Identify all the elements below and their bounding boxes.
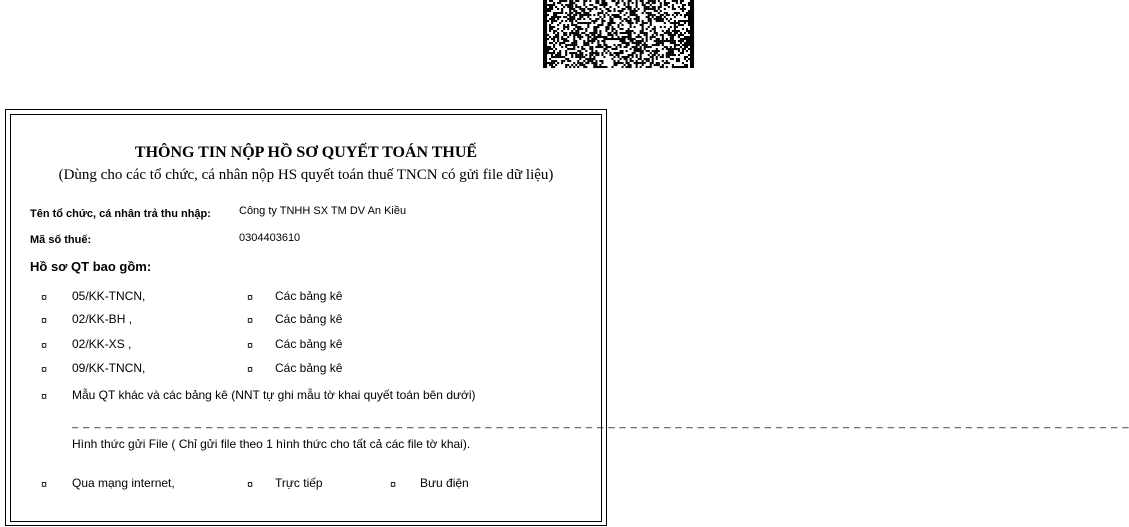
checkbox-post[interactable]: ¤ [390,479,397,491]
list-item-label: Các bảng kê [275,312,343,326]
tax-code-label: Mã số thuế: [30,234,92,246]
form-item-label: 05/KK-TNCN, [72,289,146,303]
list-item-label: Các bảng kê [275,289,343,303]
org-name-value: Công ty TNHH SX TM DV An Kiều [239,205,407,217]
checkbox-02-kk-xs[interactable]: ¤ [41,340,48,352]
option-direct-label: Trực tiếp [275,476,323,490]
tax-code-value: 0304403610 [239,232,301,244]
checkbox-02bh-bang-ke[interactable]: ¤ [247,315,254,327]
checkbox-internet[interactable]: ¤ [41,479,48,491]
option-post-label: Bưu điện [420,476,469,490]
other-forms-fill-line[interactable]: _ _ _ _ _ _ _ _ _ _ _ _ _ _ _ _ _ _ _ _ _ _ _ _ _ _ _ _ _ _ _ _ _ _ _ _ _ _ _ _ _ _ _ _ _ _ _ _ _ _ _ _ _ _ _ _ _ _ _ _ _ _ _ _ _ _ _ _ _ _ _ _ _ _ _ _ _ _ _ _ _ _ _ _ _ _ _ _ _ _ _ _ _ _ _ [72,417,1129,429]
checkbox-09-kk-tncn[interactable]: ¤ [41,364,48,376]
option-internet-label: Qua mạng internet, [72,476,175,490]
checkbox-direct[interactable]: ¤ [247,479,254,491]
checkbox-05-bang-ke[interactable]: ¤ [247,292,254,304]
other-forms-label: Mẫu QT khác và các bảng kê (NNT tự ghi mẫu tờ khai quyết toán bên dưới) [72,388,476,402]
checkbox-02-kk-bh[interactable]: ¤ [41,315,48,327]
form-item-label: 09/KK-TNCN, [72,361,146,375]
form-item-label: 02/KK-BH , [72,312,133,326]
list-item-label: Các bảng kê [275,337,343,351]
form-item-label: 02/KK-XS , [72,337,132,351]
form-title: THÔNG TIN NỘP HỒ SƠ QUYẾT TOÁN THUẾ [134,144,478,161]
checkbox-09-bang-ke[interactable]: ¤ [247,364,254,376]
checkbox-05-kk-tncn[interactable]: ¤ [41,292,48,304]
checkbox-other-forms[interactable]: ¤ [41,391,48,403]
form-subtitle: (Dùng cho các tổ chức, cá nhân nộp HS quyết toán thuế TNCN có gửi file dữ liệu) [58,167,554,183]
submission-instruction: Hình thức gửi File ( Chỉ gửi file theo 1 hình thức cho tất cả các file tờ khai). [72,437,471,451]
files-heading: Hồ sơ QT bao gồm: [30,259,152,274]
org-name-label: Tên tổ chức, cá nhân trả thu nhập: [30,208,211,220]
list-item-label: Các bảng kê [275,361,343,375]
barcode [543,0,694,68]
checkbox-02xs-bang-ke[interactable]: ¤ [247,340,254,352]
